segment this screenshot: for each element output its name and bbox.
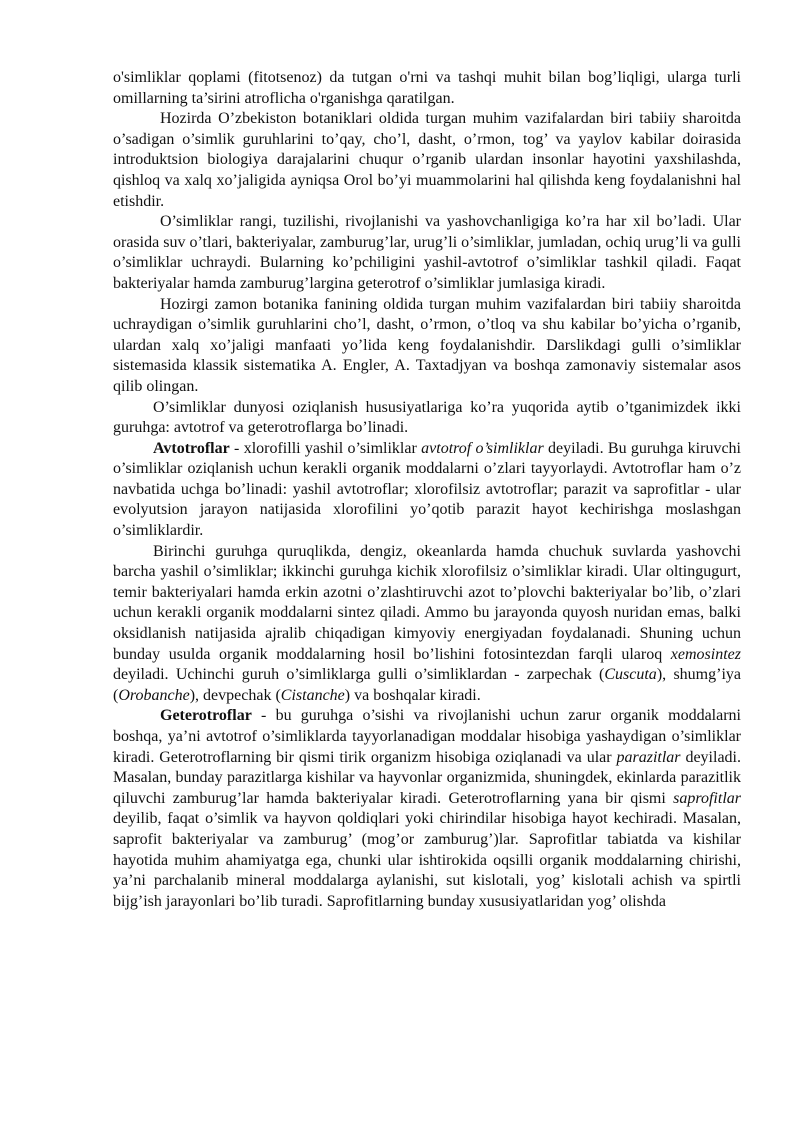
paragraph-2: [113, 109, 741, 212]
text-run: Birinchi guruhga quruqlikda, dengiz, okeanlarda hamda chuchuk suvlarda yashovchi barcha yashil o’simliklar; ikkinchi guruhga kichik xlorofilsiz o’simliklar kiradi. Ular oltingugurt, temir bakteriyalari hamda erkin azotni o’zlashtiruvchi azot to’plovchi bakteriyalar bo’lib, o’zlari uchun kerakli organik moddalarni sintez qiladi. Ammo bu jarayonda quyosh nuridan emas, balki oksidlanish natijasida ajralib chiqadigan kimyoviy energiyadan foydalanadi. Shuning uchun bunday usulda organik moddalarning hosil bo’lishini fotosintezdan farqli ularoq: [113, 542, 741, 663]
text-run: deyiladi. Masalan, bunday parazitlarga kishilar va hayvonlar organizmida, shuningdek, ekinlarda parazitlik qiluvchi zamburug’lar hamda bakteriyalar kiradi. Geterotroflarning yana bir qismi: [113, 748, 741, 807]
paragraph-geterotroflar: [113, 706, 741, 912]
term-geterotroflar: Geterotroflar: [160, 707, 252, 725]
text-run: o'simliklar qoplami (fitotsenoz) da tutgan o'rni va tashqi muhit bilan bog’liqligi, ularga turli omillarning ta’sirini atroflicha o'rganishga qaratilgan.: [113, 69, 741, 107]
paragraph-avtotroflar: [113, 439, 741, 542]
text-run: O’simliklar rangi, tuzilishi, rivojlanishi va yashovchanligiga ko’ra har xil bo’ladi. Ular orasida suv o’tlari, bakteriyalar, zamburug’lar, urug’li o’simliklar, jumladan, ochiq urug’li va gulli o’simliklar uchraydi. Bularning ko’pchiligini yashil-avtotrof o’simliklar tashkil qiladi. Faqat bakteriyalar hamda zamburug’largina geterotrof o’simliklar jumlasiga kiradi.: [113, 213, 741, 292]
text-run: Hozirgi zamon botanika fanining oldida turgan muhim vazifalardan biri tabiiy sharoitda uchraydigan o’simlik guruhlarini cho’l, dasht, o’rmon, o’tloq va shu kabilar bo’yicha o’rganib, ulardan xalq xo’jaligi manfaati yo’lida keng foydalanishdir. Darslikdagi gulli o’simliklar sistemasida klassik sistematika A. Engler, A. Taxtadjyan va boshqa zamonaviy sistemalar asos qilib olingan.: [113, 295, 741, 395]
text-run: deyiladi. Uchinchi guruh o’simliklarga gulli o’simliklardan - zarpechak (: [113, 666, 605, 684]
term-parazitlar: parazitlar: [616, 748, 681, 766]
document-page: [113, 68, 741, 912]
text-run: - bu guruhga o’sishi va rivojlanishi uchun zarur organik moddalarni boshqa, ya’ni avtotrof o’simliklarda tayyorlanadigan moddalar hisobiga yashaydigan o’simliklar kiradi. Geterotroflarning bir qismi tirik organizm hisobiga oziqlanadi va ular: [113, 707, 741, 766]
paragraph-4: [113, 295, 741, 398]
term-cistanche: Cistanche: [280, 686, 345, 704]
term-xemosintez: xemosintez: [670, 645, 741, 663]
text-run: Hozirda O’zbekiston botaniklari oldida turgan muhim vazifalardan biri tabiiy sharoitda o’sadigan o’simlik guruhlarini to’qay, cho’l, dasht, o’rmon, tog’ va yaylov kabilar doirasida introduktsion biologiya darajalarini chuqur o’rganib ulardan insonlar hayotini yaxshilashda, qishloq va xalq xo’jaligida ayniqsa Orol bo’yi muammolarini hal qilishda keng foydalanishni hal etishdir.: [113, 110, 741, 210]
text-run: ), devpechak (: [189, 686, 281, 704]
term-cuscuta: Cuscuta: [604, 666, 657, 684]
text-run: ) va boshqalar kiradi.: [344, 686, 481, 704]
text-run: deyiladi. Bu guruhga kiruvchi o’simliklar oziqlanish uchun kerakli organik moddalarni o’zlari tayyorlaydi. Avtotroflar ham o’z navbatida uchga bo’linadi: yashil avtotroflar; xlorofilsiz avtotroflar; parazit va saprofitlar - ular evolyutsion jarayon natijasida xlorofilini yo’qotib parazit hayot kechirishga moslashgan o’simliklardir.: [113, 439, 741, 540]
paragraph-1: [113, 68, 741, 109]
term-orobanche: Orobanche: [118, 686, 190, 704]
term-avtotrof-osimliklar: avtotrof o’simliklar: [421, 439, 544, 457]
paragraph-birinchi-guruh: [113, 542, 741, 707]
text-run: ), shumg’iya (: [113, 666, 741, 704]
paragraph-3: [113, 212, 741, 294]
text-run: deyilib, faqat o’simlik va hayvon qoldiqlari yoki chirindilar hisobiga hayot kechiradi. Masalan, saprofit bakteriyalar va zamburug’ (mog’or zamburug’)lar. Saprofitlar tabiatda va kishilar hayotida muhim ahamiyatga ega, chunki ular ishtirokida oqsilli organik moddalarning chirishi, ya’ni parchalanib mineral moddalarga aylanishi, sut kislotali, yog’ kislotali achish va spirtli bijg’ish jarayonlari bo’lib turadi. Saprofitlarning bunday xususiyatlaridan yog’ olishda: [113, 810, 741, 910]
term-saprofitlar: saprofitlar: [673, 789, 741, 807]
paragraph-5: [113, 398, 741, 439]
text-run: O’simliklar dunyosi oziqlanish hususiyatlariga ko’ra yuqorida aytib o’tganimizdek ikki guruhga: avtotrof va geterotroflarga bo’linadi.: [113, 398, 741, 437]
term-avtotroflar: Avtotroflar: [153, 439, 230, 457]
text-run: - xlorofilli yashil o’simliklar: [229, 439, 422, 457]
